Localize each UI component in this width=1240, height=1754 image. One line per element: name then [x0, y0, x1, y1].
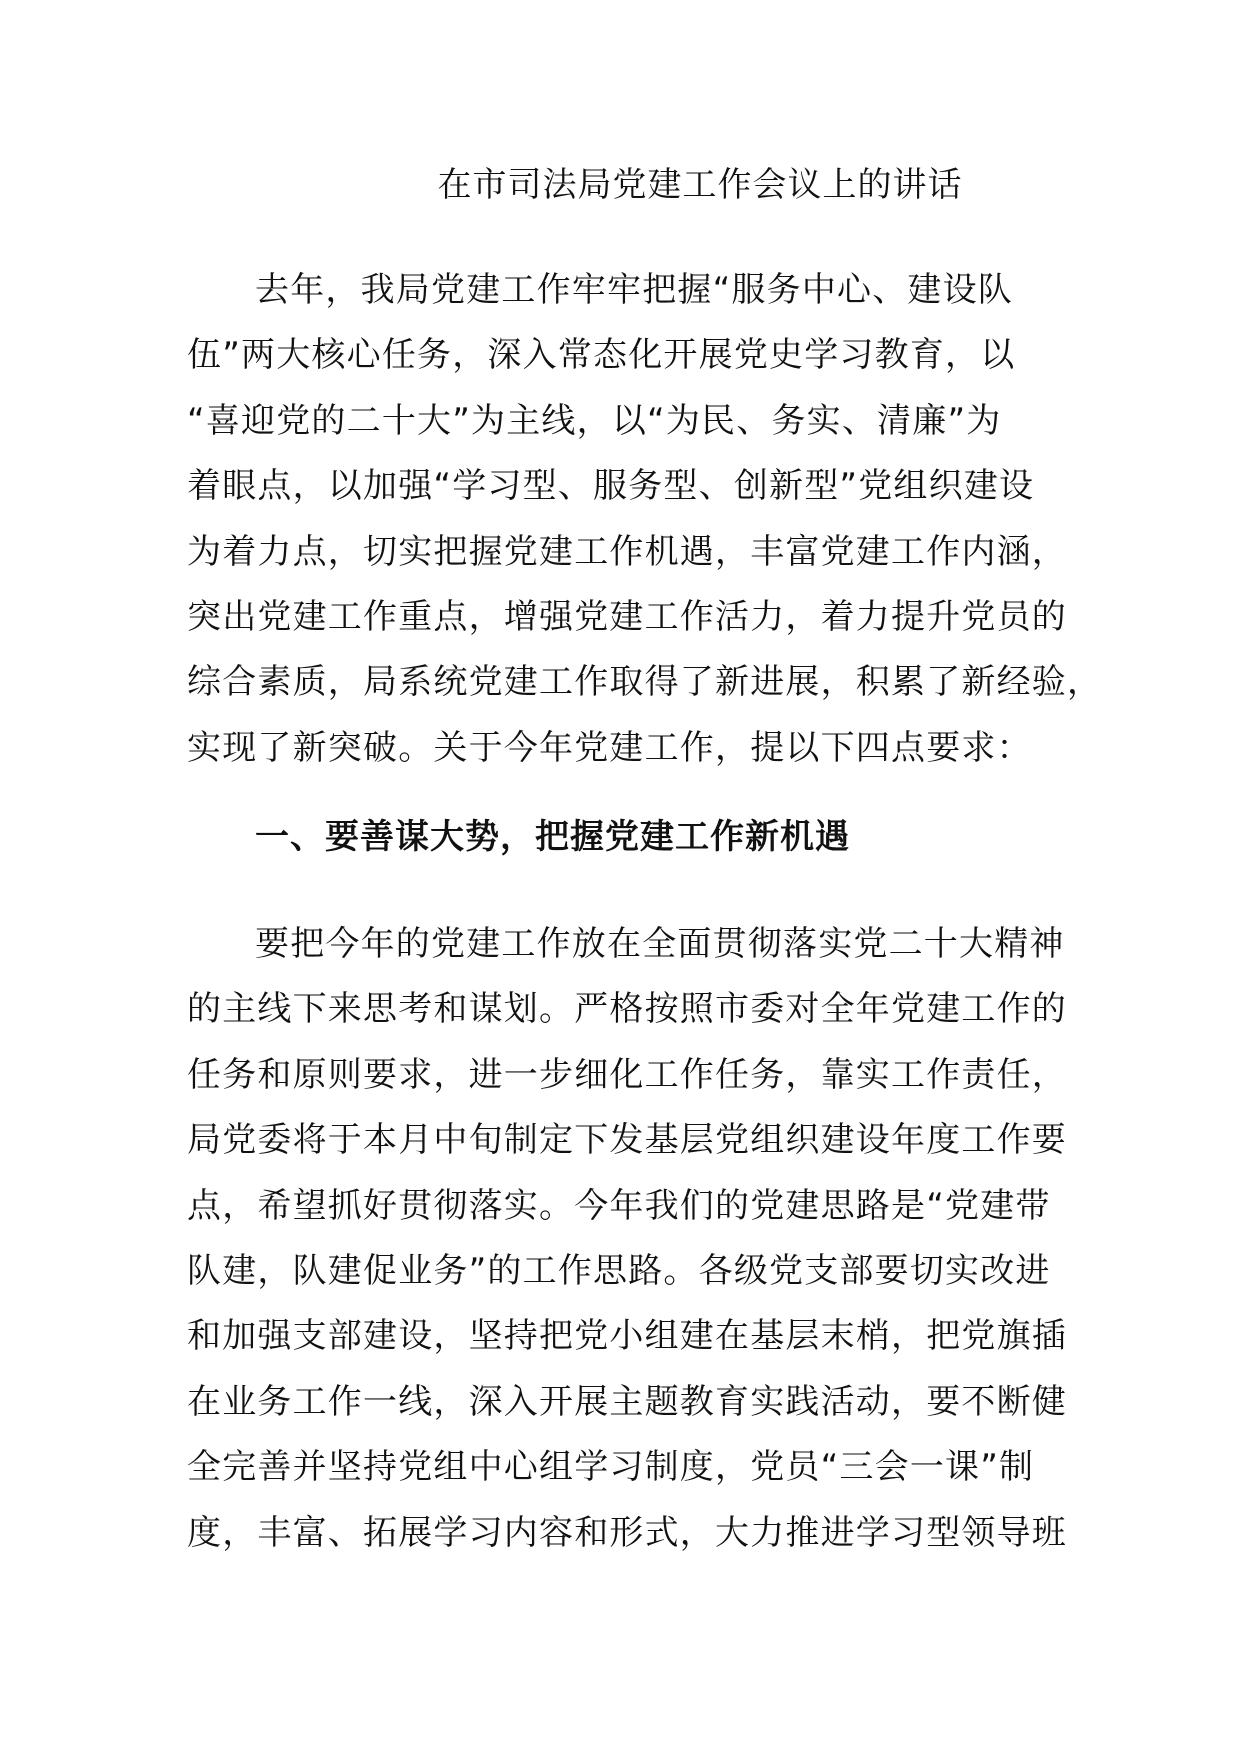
paragraph-intro	[187, 258, 1103, 781]
text-line: 综合素质，局系统党建工作取得了新进展，积累了新经验，	[187, 662, 1103, 703]
text-line: 和加强支部建设，坚持把党小组建在基层末梢，把党旗插	[187, 1316, 1067, 1357]
text-line: 全完善并坚持党组中心组学习制度，党员“三会一课”制	[187, 1447, 1035, 1488]
text-line: 的主线下来思考和谋划。严格按照市委对全年党建工作的	[187, 989, 1067, 1030]
text-line: 点，希望抓好贯彻落实。今年我们的党建思路是“党建带	[187, 1185, 1051, 1226]
text-line: “喜迎党的二十大”为主线，以“为民、务实、清廉”为	[187, 400, 1002, 441]
text-line: 实现了新突破。关于今年党建工作，提以下四点要求：	[187, 727, 1032, 768]
text-line: 为着力点，切实把握党建工作机遇，丰富党建工作内涵，	[187, 531, 1067, 572]
document-title: 在市司法局党建工作会议上的讲话	[437, 165, 963, 205]
text-line: 队建，队建促业务”的工作思路。各级党支部要切实改进	[187, 1251, 1051, 1292]
section-heading-1: 一、要善谋大势，把握党建工作新机遇	[255, 817, 850, 857]
text-line: 局党委将于本月中旬制定下发基层党组织建设年度工作要	[187, 1120, 1067, 1161]
text-line: 突出党建工作重点，增强党建工作活力，着力提升党员的	[187, 597, 1067, 638]
text-line: 要把今年的党建工作放在全面贯彻落实党二十大精神	[255, 924, 1065, 964]
text-line: 任务和原则要求，进一步细化工作任务，靠实工作责任，	[187, 1054, 1067, 1095]
paragraph-section-1	[187, 912, 1067, 1566]
text-line: 去年，我局党建工作牢牢把握“服务中心、建设队	[255, 270, 1014, 310]
text-line: 在业务工作一线，深入开展主题教育实践活动，要不断健	[187, 1381, 1067, 1422]
text-line: 着眼点，以加强“学习型、服务型、创新型”党组织建设	[187, 466, 1035, 507]
text-line: 度，丰富、拓展学习内容和形式，大力推进学习型领导班	[187, 1512, 1067, 1553]
text-line: 伍”两大核心任务，深入常态化开展党史学习教育，以	[187, 335, 1016, 376]
